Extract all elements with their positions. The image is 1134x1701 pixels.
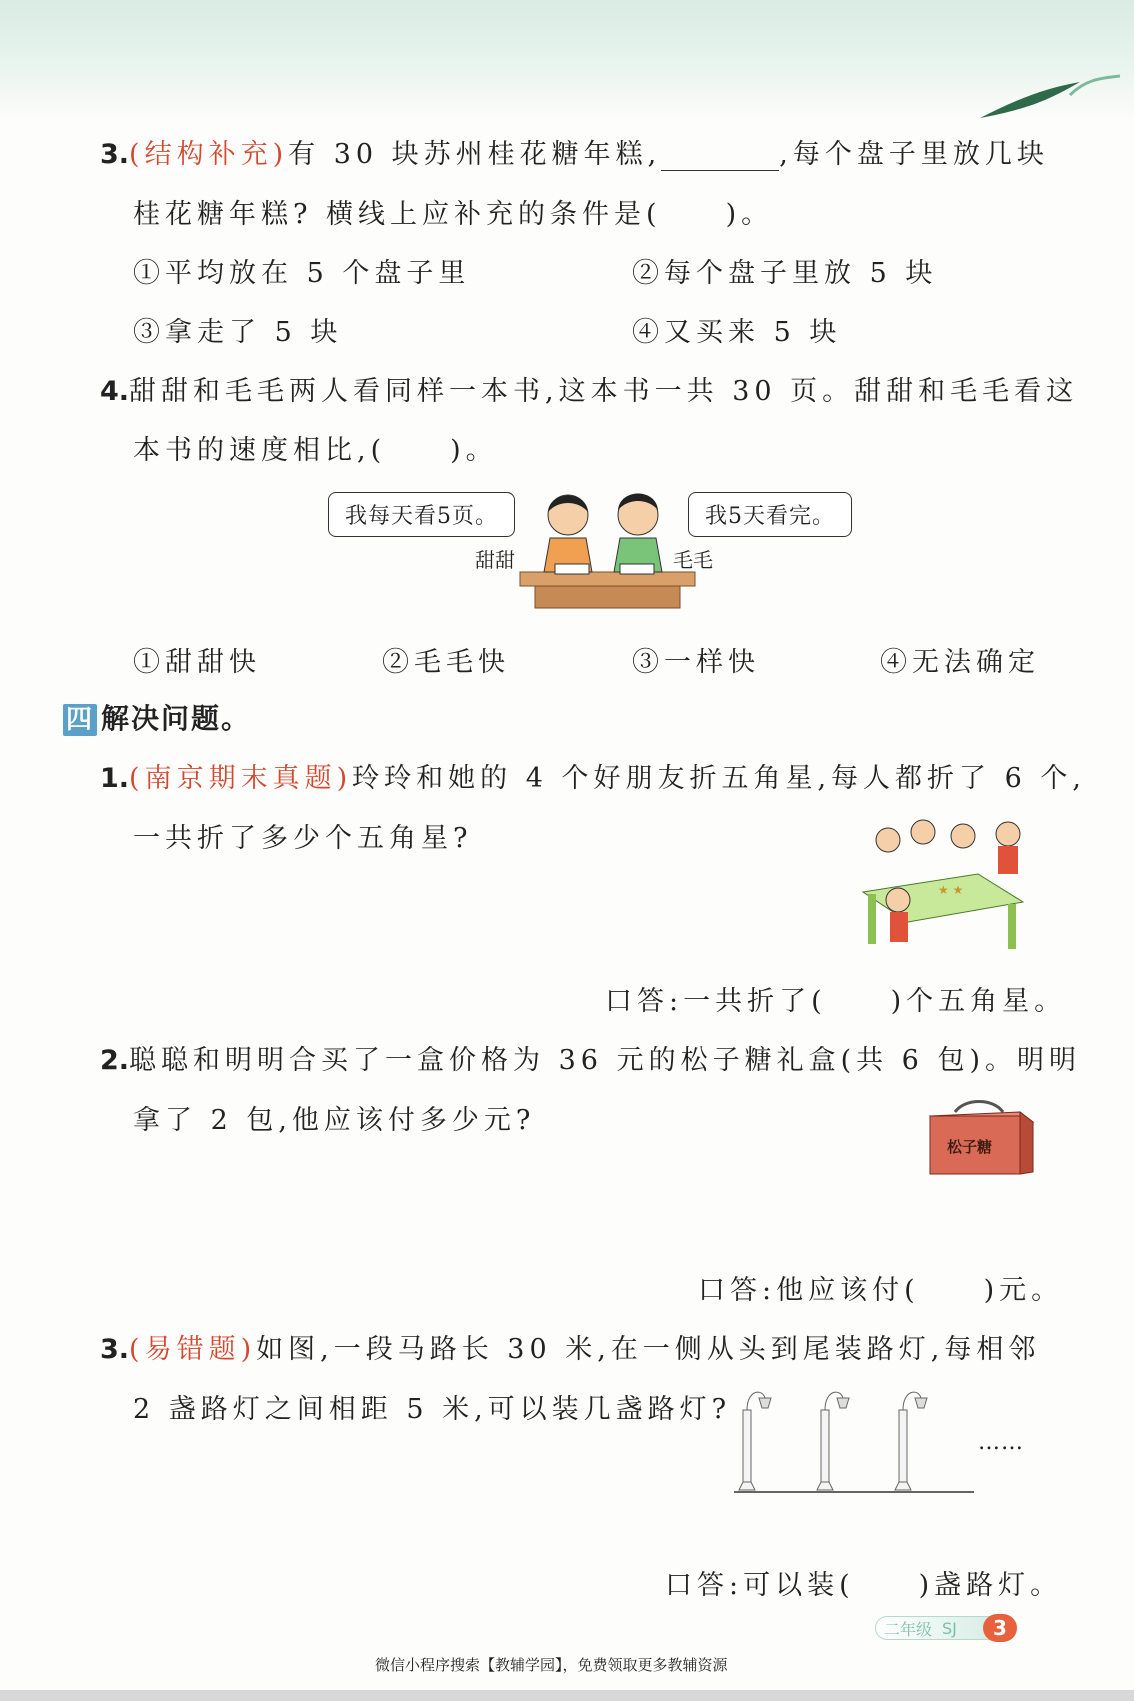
question-text: 如图,一段马路长 30 米,在一侧从头到尾装路灯,每相邻 <box>256 1334 1041 1365</box>
problem-1 <box>100 756 1086 795</box>
name-label-left: 甜甜 <box>475 548 515 572</box>
problem-3-line2: 2 盏路灯之间相距 5 米,可以装几盏路灯? <box>133 1394 732 1425</box>
question-text: ,每个盘子里放几块 <box>779 139 1049 170</box>
name-label-right: 毛毛 <box>673 548 713 572</box>
question-tag: (结构补充) <box>129 139 289 170</box>
question-text: 有 30 块苏州桂花糖年糕, <box>288 139 662 170</box>
option-3[interactable]: ③拿走了 5 块 <box>133 317 343 348</box>
footer-note: 微信小程序搜索【教辅学园】，免费领取更多教辅资源 <box>375 1656 728 1674</box>
street-lamps-diagram <box>730 1380 980 1498</box>
candy-gift-box <box>925 1098 1035 1178</box>
question-number: 1. <box>100 763 130 794</box>
question-number: 3. <box>100 1334 130 1365</box>
grade-label: 二年级 <box>884 1619 933 1639</box>
answer-blank-line[interactable] <box>661 146 779 171</box>
question-number: 4. <box>100 376 130 407</box>
section-heading <box>63 697 251 737</box>
speech-bubble-left: 我每天看5页。 <box>328 492 515 537</box>
section-title: 解决问题。 <box>101 702 252 735</box>
question-3 <box>100 132 1049 171</box>
speech-bubble-right: 我5天看完。 <box>688 492 852 537</box>
question-tag: (易错题) <box>129 1334 257 1365</box>
answer-sentence[interactable]: 口答:他应该付( )元。 <box>698 1275 1064 1306</box>
option-4[interactable]: ④又买来 5 块 <box>632 317 842 348</box>
answer-sentence[interactable]: 口答:一共折了( )个五角星。 <box>605 986 1067 1017</box>
problem-2-line2: 拿了 2 包,他应该付多少元? <box>133 1105 536 1136</box>
option-1[interactable]: ①甜甜快 <box>133 647 261 678</box>
option-3[interactable]: ③一样快 <box>632 647 760 678</box>
kids-folding-stars-illustration <box>858 812 1038 957</box>
section-number-box: 四 <box>63 704 97 736</box>
problem-2 <box>100 1038 1081 1077</box>
option-2[interactable]: ②每个盘子里放 5 块 <box>632 258 938 289</box>
bottom-edge <box>0 1690 1134 1701</box>
option-1[interactable]: ①平均放在 5 个盘子里 <box>133 258 471 289</box>
question-number: 3. <box>100 139 130 170</box>
leaf-decoration-icon <box>975 70 1125 125</box>
question-4-line2: 本书的速度相比,( )。 <box>133 435 498 466</box>
answer-sentence[interactable]: 口答:可以装( )盏路灯。 <box>665 1570 1063 1601</box>
question-text: 玲玲和她的 4 个好朋友折五角星,每人都折了 6 个, <box>352 763 1086 794</box>
page-number: 3 <box>983 1614 1017 1642</box>
continuation-dots: …… <box>978 1430 1024 1455</box>
option-2[interactable]: ②毛毛快 <box>382 647 510 678</box>
gift-box-label: 松子糖 <box>947 1138 993 1156</box>
option-4[interactable]: ④无法确定 <box>880 647 1040 678</box>
series-label: SJ <box>942 1618 957 1638</box>
problem-3 <box>100 1327 1040 1366</box>
question-text: 聪聪和明明合买了一盒价格为 36 元的松子糖礼盒(共 6 包)。明明 <box>129 1045 1081 1076</box>
question-number: 2. <box>100 1045 130 1076</box>
question-4 <box>100 369 1078 408</box>
svg-text:★ ★: ★ ★ <box>938 883 964 897</box>
question-tag: (南京期末真题) <box>129 763 353 794</box>
page-badge <box>875 1614 1017 1642</box>
question-text: 甜甜和毛毛两人看同样一本书,这本书一共 30 页。甜甜和毛毛看这 <box>129 376 1079 407</box>
header-band <box>0 0 1134 120</box>
question-3-line2: 桂花糖年糕? 横线上应补充的条件是( )。 <box>133 199 774 230</box>
problem-1-line2: 一共折了多少个五角星? <box>133 823 473 854</box>
